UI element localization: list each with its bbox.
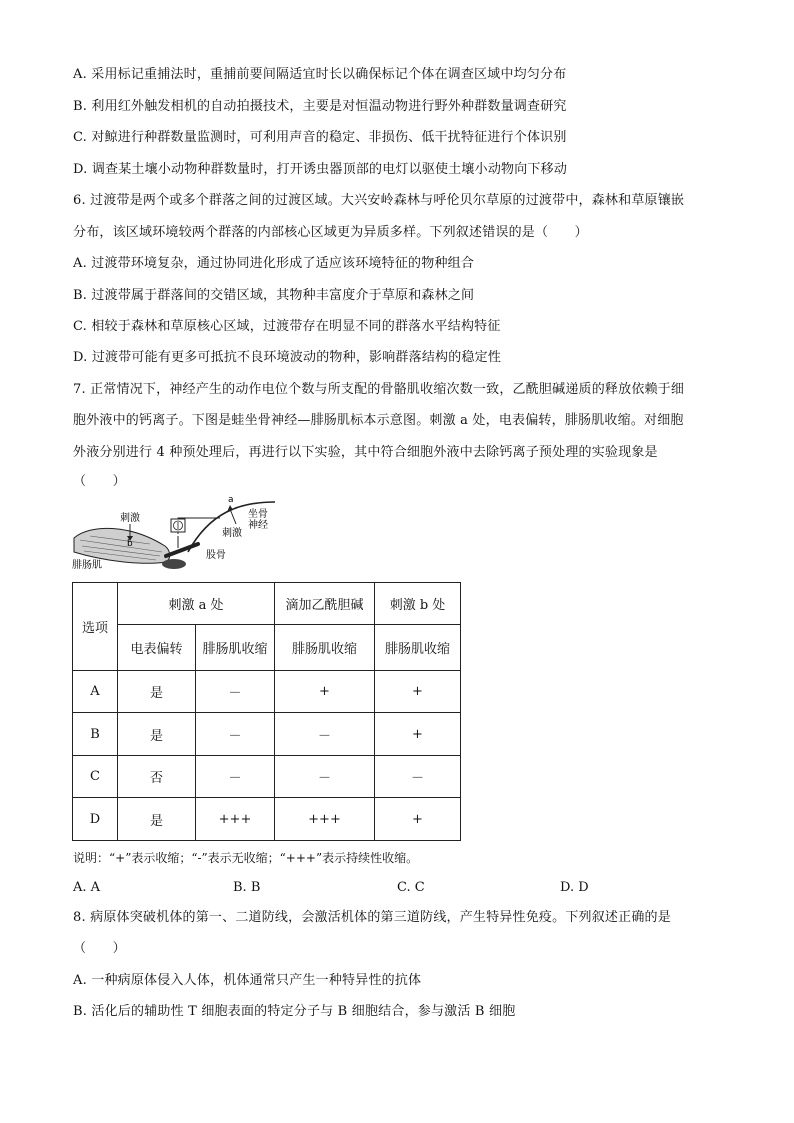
q5-option-a: A. 采用标记重捕法时，重捕前要间隔适宜时长以确保标记个体在调查区域中均匀分布 bbox=[73, 67, 567, 82]
cell-deflect: 是 bbox=[118, 798, 196, 841]
q7-stem-line-1: 7. 正常情况下，神经产生的动作电位个数与所支配的骨骼肌收缩次数一致，乙酰胆碱递质的释放依赖于细 bbox=[73, 382, 685, 397]
cell-contract-a: － bbox=[196, 713, 275, 756]
header-stim-a: 刺激 a 处 bbox=[118, 583, 275, 625]
cell-contract-ach: + bbox=[275, 671, 375, 713]
q7-choice-b: B. B bbox=[233, 880, 261, 895]
q7-choice-d: D. D bbox=[560, 880, 589, 895]
q6-option-b: B. 过渡带属于群落间的交错区域，其物种丰富度介于草原和森林之间 bbox=[73, 288, 475, 303]
stim-top-label: 刺激 bbox=[120, 513, 140, 524]
q5-option-c: C. 对鲸进行种群数量监测时，可利用声音的稳定、非损伤、低干扰特征进行个体识别 bbox=[73, 130, 567, 145]
q6-stem-line-1: 6. 过渡带是两个或多个群落之间的过渡区域。大兴安岭森林与呼伦贝尔草原的过渡带中，森林和草原镶嵌 bbox=[73, 193, 685, 208]
table-row bbox=[73, 671, 461, 713]
nerve-label-1: 坐骨 bbox=[248, 509, 268, 520]
cell-deflect: 是 bbox=[118, 671, 196, 713]
subheader-contract-b: 腓肠肌收缩 bbox=[375, 625, 461, 671]
cell-contract-b: + bbox=[375, 671, 461, 713]
stim-a-arrowhead bbox=[227, 505, 233, 512]
q7-stem-line-3: 外液分别进行 4 种预处理后，再进行以下实验，其中符合细胞外液中去除钙离子预处理的实验现象是 bbox=[73, 445, 658, 460]
nerve-muscle-figure bbox=[70, 494, 290, 574]
q7-choice-c: C. C bbox=[397, 880, 425, 895]
cell-deflect: 是 bbox=[118, 713, 196, 756]
q6-stem-line-2: 分布，该区域环境较两个群落的内部核心区域更为异质多样。下列叙述错误的是（ ） bbox=[73, 225, 588, 240]
q8-stem-line-1: 8. 病原体突破机体的第一、二道防线，会激活机体的第三道防线，产生特异性免疫。下列叙述正确的是 bbox=[73, 910, 671, 925]
q7-stem-line-2: 胞外液中的钙离子。下图是蛙坐骨神经—腓肠肌标本示意图。刺激 a 处，电表偏转，腓肠肌收缩。对细胞 bbox=[73, 413, 684, 428]
subheader-contract-ach: 腓肠肌收缩 bbox=[275, 625, 375, 671]
q8-stem-line-2: （ ） bbox=[73, 941, 126, 956]
table-note: 说明：“+”表示收缩；“-”表示无收缩；“+++”表示持续性收缩。 bbox=[73, 851, 419, 865]
header-stim-b: 刺激 b 处 bbox=[375, 583, 461, 625]
row-option: C bbox=[73, 756, 118, 798]
cell-contract-a: － bbox=[196, 671, 275, 713]
stim-a-arrow bbox=[230, 509, 236, 524]
row-option: B bbox=[73, 713, 118, 756]
header-option: 选项 bbox=[73, 583, 118, 671]
row-option: D bbox=[73, 798, 118, 841]
q7-choice-a: A. A bbox=[73, 880, 101, 895]
femur-bone bbox=[166, 544, 198, 556]
cell-contract-a: +++ bbox=[196, 798, 275, 841]
table-row bbox=[73, 756, 461, 798]
cell-contract-b: + bbox=[375, 713, 461, 756]
cell-deflect: 否 bbox=[118, 756, 196, 798]
point-b-label: b bbox=[127, 539, 133, 549]
femur-label: 股骨 bbox=[206, 550, 226, 561]
results-table bbox=[72, 582, 461, 841]
q8-option-a: A. 一种病原体侵入人体，机体通常只产生一种特异性的抗体 bbox=[73, 973, 422, 988]
q6-option-a: A. 过渡带环境复杂，通过协同进化形成了适应该环境特征的物种组合 bbox=[73, 256, 475, 271]
gastrocnemius-muscle bbox=[74, 528, 170, 563]
table-row bbox=[73, 713, 461, 756]
subheader-contract-a: 腓肠肌收缩 bbox=[196, 625, 275, 671]
tendon-clamp bbox=[162, 559, 186, 569]
q6-option-d: D. 过渡带可能有更多可抵抗不良环境波动的物种，影响群落结构的稳定性 bbox=[73, 350, 502, 365]
q8-option-b: B. 活化后的辅助性 T 细胞表面的特定分子与 B 细胞结合，参与激活 B 细胞 bbox=[73, 1004, 516, 1019]
cell-contract-ach: － bbox=[275, 756, 375, 798]
point-a-label: a bbox=[228, 495, 234, 505]
cell-contract-a: － bbox=[196, 756, 275, 798]
q7-stem-line-4: （ ） bbox=[73, 474, 126, 489]
table-row bbox=[73, 798, 461, 841]
cell-contract-b: + bbox=[375, 798, 461, 841]
header-ach: 滴加乙酰胆碱 bbox=[275, 583, 375, 625]
row-option: A bbox=[73, 671, 118, 713]
muscle-label: 腓肠肌 bbox=[72, 560, 102, 571]
cell-contract-b: － bbox=[375, 756, 461, 798]
cell-contract-ach: － bbox=[275, 713, 375, 756]
subheader-deflect: 电表偏转 bbox=[118, 625, 196, 671]
stim-right-label: 刺激 bbox=[222, 528, 242, 539]
q6-option-c: C. 相较于森林和草原核心区域，过渡带存在明显不同的群落水平结构特征 bbox=[73, 319, 501, 334]
q5-option-b: B. 利用红外触发相机的自动拍摄技术，主要是对恒温动物进行野外种群数量调查研究 bbox=[73, 99, 567, 114]
q5-option-d: D. 调查某土壤小动物种群数量时，打开诱虫器顶部的电灯以驱使土壤小动物向下移动 bbox=[73, 162, 568, 177]
nerve-label-2: 神经 bbox=[248, 520, 268, 531]
cell-contract-ach: +++ bbox=[275, 798, 375, 841]
